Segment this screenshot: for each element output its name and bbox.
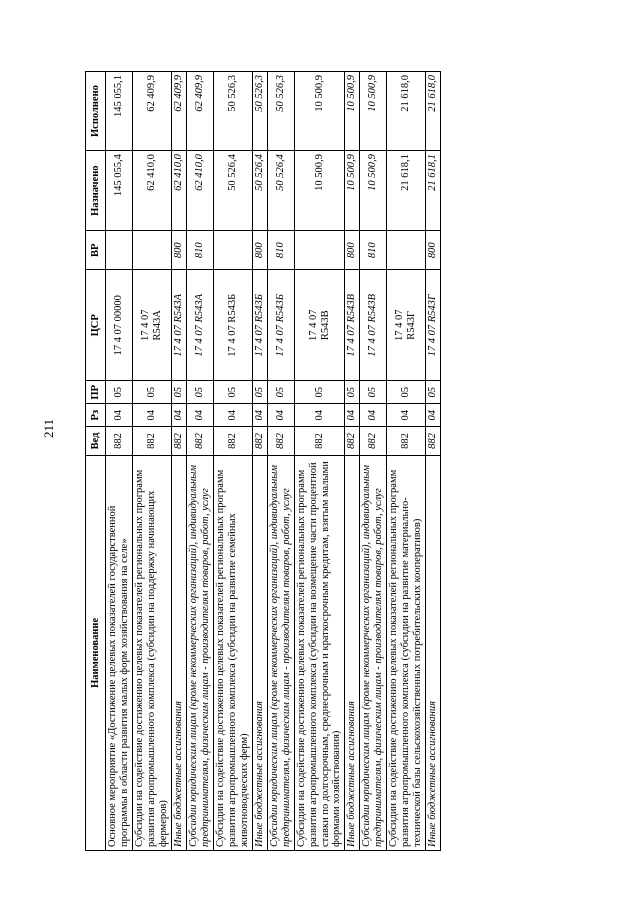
csr-line: 17 4 07 R543Б [253, 294, 265, 357]
csr-line: 17 4 07 R543А [172, 293, 184, 357]
cell-ved: 882 [186, 427, 213, 456]
cell-executed: 10 500,9 [360, 72, 387, 151]
cell-executed: 145 055,1 [106, 72, 133, 151]
cell-executed: 21 618,0 [426, 72, 441, 151]
table-row [132, 72, 171, 851]
cell-assigned: 50 526,4 [252, 151, 267, 231]
cell-vr: 810 [267, 231, 294, 270]
header-rz: Рз [86, 404, 106, 427]
cell-pr: 05 [267, 381, 294, 404]
cell-rz: 04 [213, 404, 252, 427]
table-row [171, 72, 186, 851]
page-number: 211 [41, 418, 56, 438]
table-row [345, 72, 360, 851]
csr-line: 17 4 07 R543Г [427, 294, 439, 357]
cell-ved: 882 [213, 427, 252, 456]
csr-line: 17 4 07 R543Б [274, 294, 286, 357]
cell-csr [132, 270, 171, 381]
csr-line: 17 4 07 R543В [367, 293, 379, 357]
table-row [387, 72, 426, 851]
cell-vr: 800 [426, 231, 441, 270]
cell-executed: 50 526,3 [252, 72, 267, 151]
table-row [360, 72, 387, 851]
header-ved: Вед [86, 427, 106, 456]
cell-name: Субсидии на содействие достижению целевых показателей региональных программ развития агропромышленного комплекса (субсидии на развитие семейных животноводческих ферм) [213, 455, 252, 850]
cell-executed: 62 409,9 [186, 72, 213, 151]
cell-name: Субсидии юридическим лицам (кроме некоммерческих организаций), индивидуальным предпринимателям, физическим лицам - производителям товаров, работ, услуг [360, 455, 387, 850]
cell-pr: 05 [345, 381, 360, 404]
cell-executed: 50 526,3 [267, 72, 294, 151]
cell-ved: 882 [267, 427, 294, 456]
csr-line: 17 4 07 00000 [112, 295, 124, 356]
cell-ved: 882 [426, 427, 441, 456]
cell-rz: 04 [267, 404, 294, 427]
cell-rz: 04 [294, 404, 345, 427]
cell-assigned: 62 410,0 [132, 151, 171, 231]
cell-name: Иные бюджетные ассигнования [426, 455, 441, 850]
cell-assigned: 10 500,9 [360, 151, 387, 231]
csr-line: R543А [151, 310, 163, 341]
cell-ved: 882 [171, 427, 186, 456]
cell-vr [106, 231, 133, 270]
cell-ved: 882 [132, 427, 171, 456]
header-executed: Исполнено [86, 72, 106, 151]
cell-vr [294, 231, 345, 270]
cell-rz: 04 [426, 404, 441, 427]
cell-executed: 50 526,3 [213, 72, 252, 151]
cell-assigned: 10 500,9 [345, 151, 360, 231]
cell-pr: 05 [426, 381, 441, 404]
cell-csr [186, 270, 213, 381]
cell-rz: 04 [106, 404, 133, 427]
cell-assigned: 62 410,0 [186, 151, 213, 231]
cell-name: Субсидии юридическим лицам (кроме некоммерческих организаций), индивидуальным предпринимателям, физическим лицам - производителям товаров, работ, услуг [186, 455, 213, 850]
cell-pr: 05 [387, 381, 426, 404]
header-row [86, 72, 106, 851]
cell-vr: 800 [345, 231, 360, 270]
cell-name: Иные бюджетные ассигнования [252, 455, 267, 850]
header-name: Наименование [86, 455, 106, 850]
budget-table [85, 71, 441, 851]
header-vr: ВР [86, 231, 106, 270]
rotated-page-content [85, 71, 557, 851]
cell-pr: 05 [132, 381, 171, 404]
csr-line: 17 4 07 [394, 309, 406, 342]
cell-rz: 04 [186, 404, 213, 427]
csr-line: 17 4 07 R543Б [226, 293, 238, 357]
cell-vr: 800 [252, 231, 267, 270]
cell-csr [252, 270, 267, 381]
cell-vr [132, 231, 171, 270]
cell-rz: 04 [345, 404, 360, 427]
cell-pr: 05 [294, 381, 345, 404]
csr-line: 17 4 07 [139, 309, 151, 342]
cell-ved: 882 [360, 427, 387, 456]
cell-vr: 810 [360, 231, 387, 270]
cell-csr [171, 270, 186, 381]
table-row [426, 72, 441, 851]
table-header [86, 72, 106, 851]
header-assigned: Назначено [86, 151, 106, 231]
cell-csr [426, 270, 441, 381]
cell-rz: 04 [132, 404, 171, 427]
table-row [186, 72, 213, 851]
csr-line: R543В [319, 310, 331, 341]
cell-name: Субсидии на содействие достижению целевых показателей региональных программ развития агропромышленного комплекса (субсидии на поддержку начинающих фермеров) [132, 455, 171, 850]
cell-csr [345, 270, 360, 381]
table-row [213, 72, 252, 851]
cell-assigned: 10 500,9 [294, 151, 345, 231]
header-csr: ЦСР [86, 270, 106, 381]
cell-executed: 21 618,0 [387, 72, 426, 151]
cell-executed: 10 500,9 [345, 72, 360, 151]
cell-pr: 05 [213, 381, 252, 404]
cell-executed: 62 409,9 [171, 72, 186, 151]
cell-assigned: 50 526,4 [213, 151, 252, 231]
csr-line: R543Г [406, 310, 418, 340]
cell-csr [387, 270, 426, 381]
cell-rz: 04 [387, 404, 426, 427]
cell-assigned: 145 055,4 [106, 151, 133, 231]
csr-line: 17 4 07 R543А [193, 293, 205, 357]
cell-vr: 810 [186, 231, 213, 270]
cell-name: Иные бюджетные ассигнования [345, 455, 360, 850]
cell-pr: 05 [252, 381, 267, 404]
cell-rz: 04 [360, 404, 387, 427]
cell-name: Субсидии на содействие достижению целевых показателей региональных программ развития агропромышленного комплекса (субсидии на возмещение части процентной ставки по долгосрочным, среднесрочным и краткосрочным кредитам, взятым малыми формами хозяйствования) [294, 455, 345, 850]
cell-pr: 05 [171, 381, 186, 404]
cell-assigned: 21 618,1 [426, 151, 441, 231]
csr-line: 17 4 07 [307, 309, 319, 342]
cell-executed: 10 500,9 [294, 72, 345, 151]
cell-name: Субсидии юридическим лицам (кроме некоммерческих организаций), индивидуальным предпринимателям, физическим лицам - производителям товаров, работ, услуг [267, 455, 294, 850]
cell-csr [294, 270, 345, 381]
table-row [106, 72, 133, 851]
cell-pr: 05 [186, 381, 213, 404]
cell-assigned: 21 618,1 [387, 151, 426, 231]
table-row [294, 72, 345, 851]
cell-csr [106, 270, 133, 381]
table-row [267, 72, 294, 851]
cell-ved: 882 [252, 427, 267, 456]
cell-csr [267, 270, 294, 381]
cell-pr: 05 [360, 381, 387, 404]
cell-pr: 05 [106, 381, 133, 404]
table-body [106, 72, 441, 851]
cell-assigned: 62 410,0 [171, 151, 186, 231]
csr-line: 17 4 07 R543В [346, 293, 358, 357]
cell-vr: 800 [171, 231, 186, 270]
cell-rz: 04 [252, 404, 267, 427]
cell-executed: 62 409,9 [132, 72, 171, 151]
cell-ved: 882 [106, 427, 133, 456]
cell-name: Иные бюджетные ассигнования [171, 455, 186, 850]
cell-rz: 04 [171, 404, 186, 427]
cell-name: Основное мероприятие «Достижение целевых показателей государственной программы в области развития малых форм хозяйствования на селе» [106, 455, 133, 850]
cell-assigned: 50 526,4 [267, 151, 294, 231]
cell-vr [213, 231, 252, 270]
cell-name: Субсидии на содействие достижению целевых показателей региональных программ развития агропромышленного комплекса (субсидии на развитие материально-технической базы сельскохозяйственных потребительских кооперативов) [387, 455, 426, 850]
table-row [252, 72, 267, 851]
cell-ved: 882 [294, 427, 345, 456]
cell-ved: 882 [387, 427, 426, 456]
cell-vr [387, 231, 426, 270]
cell-csr [213, 270, 252, 381]
header-pr: ПР [86, 381, 106, 404]
cell-ved: 882 [345, 427, 360, 456]
cell-csr [360, 270, 387, 381]
